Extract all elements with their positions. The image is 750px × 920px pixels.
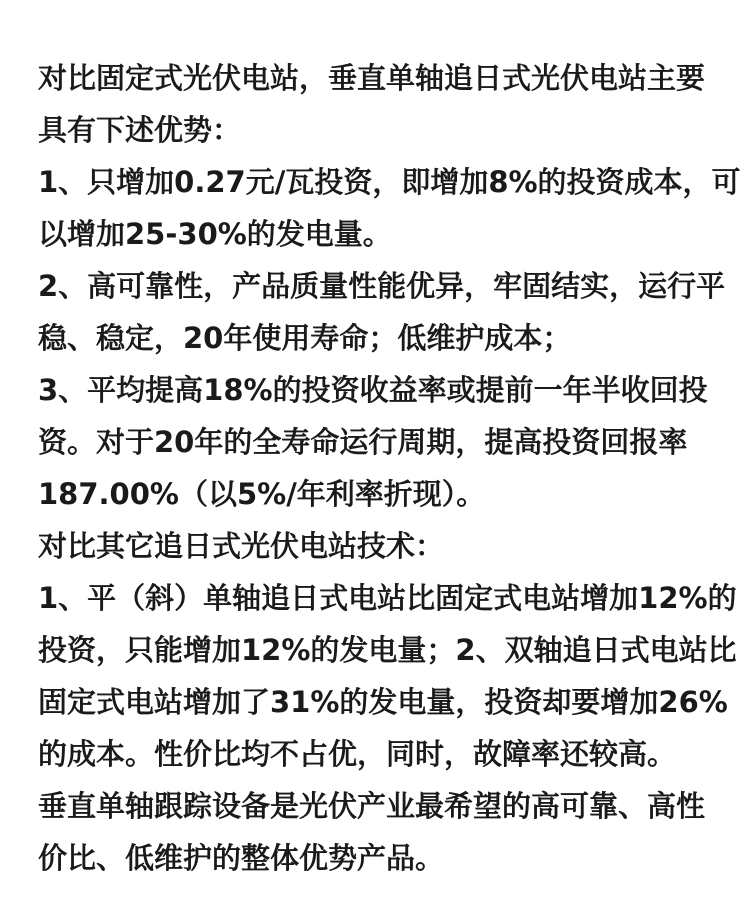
text-line: 3、平均提高18%的投资收益率或提前一年半收回投	[38, 373, 708, 407]
text-line: 对比其它追日式光伏电站技术：	[38, 529, 445, 563]
text-line: 资。对于20年的全寿命运行周期，提高投资回报率	[38, 425, 688, 459]
text-line: 投资，只能增加12%的发电量；2、双轴追日式电站比	[38, 633, 737, 667]
text-line: 2、高可靠性，产品质量性能优异，牢固结实，运行平	[38, 269, 726, 303]
text-line: 187.00%（以5%/年利率折现）。	[38, 477, 486, 511]
text-line: 以增加25-30%的发电量。	[38, 217, 392, 251]
text-line: 1、只增加0.27元/瓦投资，即增加8%的投资成本，可	[38, 165, 741, 199]
text-line: 对比固定式光伏电站，垂直单轴追日式光伏电站主要	[38, 61, 706, 95]
text-line: 固定式电站增加了31%的发电量，投资却要增加26%	[38, 685, 728, 719]
text-line: 稳、稳定，20年使用寿命；低维护成本；	[38, 321, 572, 355]
text-line: 具有下述优势：	[38, 113, 242, 147]
text-line: 垂直单轴跟踪设备是光伏产业最希望的高可靠、高性	[38, 789, 706, 823]
text-line: 价比、低维护的整体优势产品。	[38, 841, 445, 875]
text-line: 的成本。性价比均不占优，同时，故障率还较高。	[38, 737, 677, 771]
text-line: 1、平（斜）单轴追日式电站比固定式电站增加12%的	[38, 581, 737, 615]
